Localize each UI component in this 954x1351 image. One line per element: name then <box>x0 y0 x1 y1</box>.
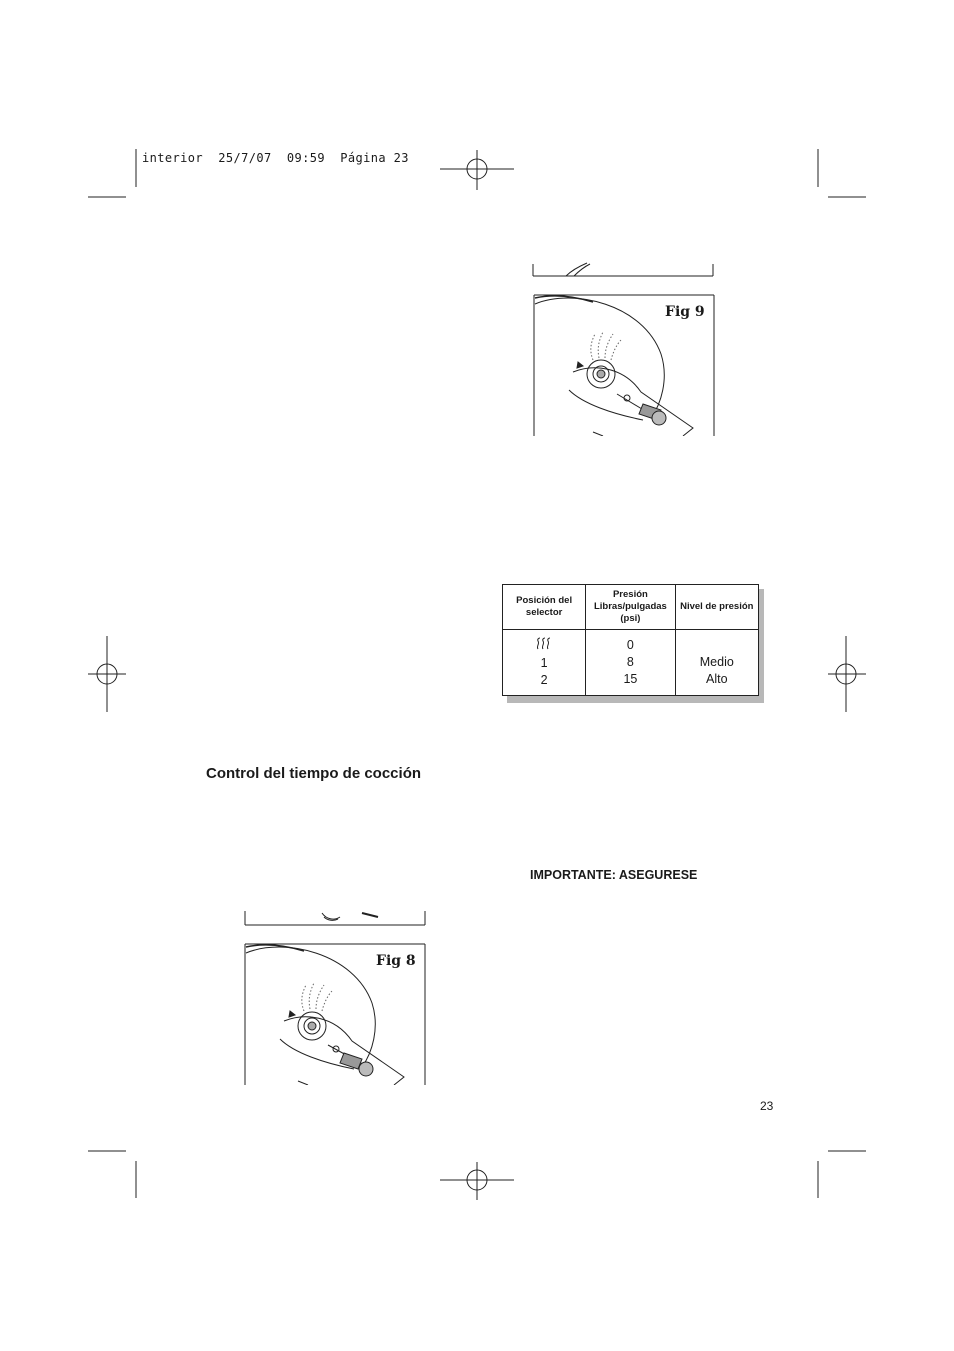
selector-position-2: 2 <box>540 672 548 687</box>
table-header-row <box>503 585 759 630</box>
pressure-level-high: Alto <box>706 672 728 686</box>
pressure-level-medium: Medio <box>699 655 734 669</box>
header-pressure-line1: Presión <box>612 589 648 600</box>
pressure-level-cell <box>675 630 758 696</box>
print-slug: interior 25/7/07 09:59 Página 23 <box>142 151 409 165</box>
header-pressure <box>586 585 675 630</box>
figure-9 <box>533 294 715 436</box>
pressure-cell <box>586 630 675 696</box>
steam-icon <box>503 637 585 655</box>
pressure-level-empty <box>676 637 758 654</box>
table-body-row <box>503 630 759 696</box>
figure-9-label: Fig 9 <box>665 304 705 320</box>
pressure-value-15: 15 <box>623 672 638 686</box>
header-pressure-line3: (psi) <box>620 613 641 624</box>
pressure-value-8: 8 <box>626 655 634 669</box>
selector-position-1: 1 <box>540 655 548 670</box>
header-pressure-line2: Libras/pulgadas <box>593 601 667 612</box>
header-selector-position: Posición del selector <box>503 585 586 630</box>
header-pressure-level: Nivel de presión <box>675 585 758 630</box>
upper-partial-figure <box>532 262 714 278</box>
pressure-value-0: 0 <box>626 638 634 652</box>
selector-position-cell <box>503 630 586 696</box>
section-heading: Control del tiempo de cocción <box>206 765 422 782</box>
figure-8-label: Fig 8 <box>376 953 416 969</box>
lower-partial-figure <box>244 909 426 927</box>
pressure-table <box>502 584 759 696</box>
page-number: 23 <box>760 1099 774 1113</box>
important-note: IMPORTANTE: ASEGURESE <box>530 868 698 882</box>
figure-8 <box>244 943 426 1085</box>
